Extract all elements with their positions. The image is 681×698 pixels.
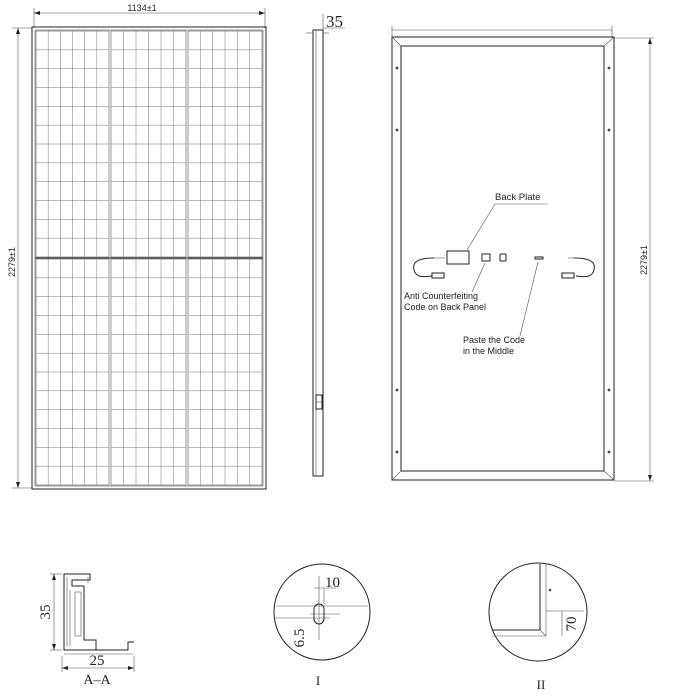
side-thickness-label: 35 xyxy=(326,12,343,31)
callout-back-plate: Back Plate xyxy=(495,192,541,203)
detail-i-dim-b: 6.5 xyxy=(292,628,308,648)
section-width-label: 25 xyxy=(89,653,105,669)
connector-right xyxy=(562,273,574,278)
detail-ii-circle xyxy=(489,563,587,661)
back-height-label: 2279±1 xyxy=(639,245,649,275)
back-view xyxy=(392,26,654,481)
callout-paste-code-2: in the Middle xyxy=(463,346,515,356)
section-height-label: 35 xyxy=(38,604,54,620)
junction-box-right xyxy=(500,254,506,261)
callout-paste-code-1: Paste the Code xyxy=(463,335,526,345)
cable-left xyxy=(414,258,434,277)
section-caption: A–A xyxy=(83,673,111,688)
junction-box-center xyxy=(482,254,490,261)
callout-anti-counterfeit-2: Code on Back Panel xyxy=(404,302,487,312)
section-aa xyxy=(38,574,134,688)
detail-i-caption: I xyxy=(315,673,321,688)
code-label-strip xyxy=(535,257,543,259)
section-profile-outline xyxy=(64,574,96,650)
cable-right xyxy=(574,258,594,277)
detail-i xyxy=(274,564,370,688)
side-view xyxy=(306,12,345,476)
front-width-label: 1134±1 xyxy=(127,3,157,13)
detail-i-circle xyxy=(274,564,370,660)
front-height-label: 2279±1 xyxy=(7,247,17,277)
back-plate-box xyxy=(447,251,469,264)
front-view xyxy=(7,3,266,489)
connector-left xyxy=(432,273,444,278)
mounting-holes xyxy=(396,67,611,454)
callout-anti-counterfeit-1: Anti Counterfeiting xyxy=(404,291,479,301)
detail-i-dim-a: 10 xyxy=(325,575,340,591)
detail-ii-caption: II xyxy=(536,677,546,692)
detail-ii xyxy=(489,563,587,692)
detail-ii-dim: 70 xyxy=(564,616,580,632)
